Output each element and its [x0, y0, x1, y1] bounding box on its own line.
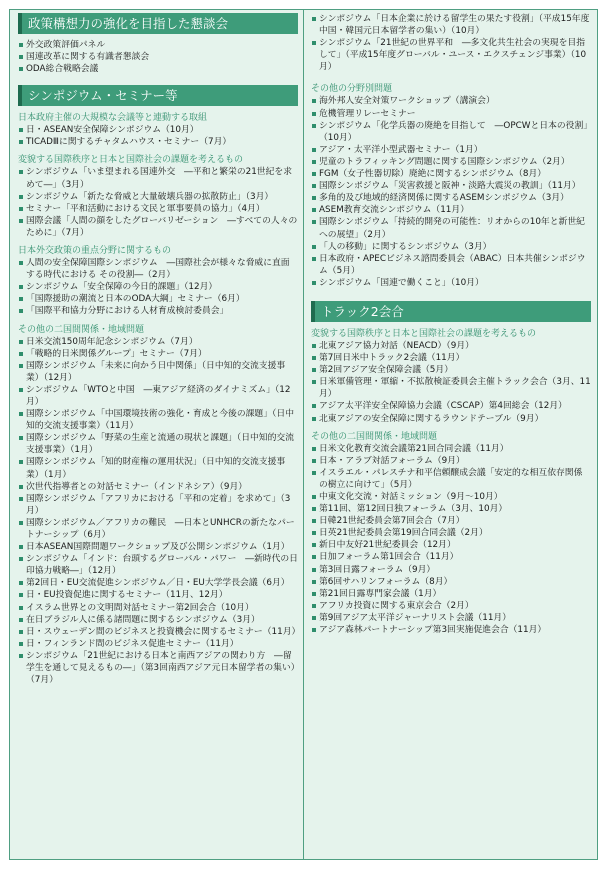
list-item: セミナー「平和活動における文民と軍事要員の協力」（4月）: [18, 203, 298, 215]
list-item: 第3回日露フォーラム（9月）: [311, 564, 591, 576]
list-item: 国際シンポジウム「中国環境技術の強化・育成と今後の課題」（日中知的交流支援事業）（11月）: [18, 408, 298, 432]
list-item: 日韓21世紀委員会第7回会合（7月）: [311, 515, 591, 527]
list-item: 国際シンポジウム「未来に向かう日中関係」（日中知的交流支援事業）（12月）: [18, 360, 298, 384]
section-header-symposium: シンポジウム・セミナー等: [18, 85, 298, 106]
subheading: その他の二国間関係・地域問題: [18, 324, 145, 335]
right-column: [311, 13, 591, 636]
list-item: 海外邦人安全対策ワークショップ（講演会）: [311, 95, 591, 107]
left-column: [18, 13, 301, 686]
list-item: シンポジウム「安全保障の今日的課題」（12月）: [18, 281, 298, 293]
list-item: 日・スウェーデン間のビジネスと投資機会に関するセミナー（11月）: [18, 626, 298, 638]
item-list: [311, 95, 591, 289]
list-item: TICADⅢに関するチャタムハウス・セミナー（7月）: [18, 136, 298, 148]
list-item: シンポジウム「インド：台頭するグローバル・パワー ―新時代の日印協力戦略―」（12月）: [18, 553, 298, 577]
list-item: FGM（女子性器切除）廃絶に関するシンポジウム（8月）: [311, 168, 591, 180]
list-item: 次世代指導者との対話セミナー（インドネシア）（9月）: [18, 481, 298, 493]
list-item: シンポジウム「WTOと中国 ―東アジア経済のダイナミズム」（12月）: [18, 384, 298, 408]
subheading: 変貌する国際秩序と日本と国際社会の課題を考えるもの: [18, 155, 244, 166]
list-item: 国連改革に関する有識者懇談会: [18, 51, 298, 63]
list-item: シンポジウム「日本企業に於ける留学生の果たす役割」（平成15年度中国・韓国元日本留学者の集い）（10月）: [311, 13, 591, 37]
list-item: 日米文化教育交流会議第21回合同会議（11月）: [311, 443, 591, 455]
list-item: 第9回アジア太平洋ジャーナリスト会議（11月）: [311, 612, 591, 624]
list-item: イスラエル・パレスチナ和平信頼醸成会議「安定的な相互依存関係の樹立に向けて」（5月）: [311, 467, 591, 491]
subheading: その他の分野別問題: [311, 84, 393, 95]
list-item: 「国際平和協力分野における人材育成検討委員会」: [18, 305, 298, 317]
list-item: 第11回、第12回日独フォーラム（3月、10月）: [311, 503, 591, 515]
list-item: 第7回日米中トラック2会議（11月）: [311, 352, 591, 364]
list-item: 第21回日露専門家会議（1月）: [311, 588, 591, 600]
item-list: [311, 13, 591, 73]
list-item: シンポジウム「国連で働くこと」（10月）: [311, 277, 591, 289]
policy-council-list: [18, 39, 298, 75]
item-list: [18, 166, 298, 239]
list-item: シンポジウム「21世紀の世界平和 ―多文化共生社会の実現を目指して」（平成15年度グローバル・ユース・エクスチェンジ事業）（10月）: [311, 37, 591, 73]
list-item: 新日中友好21世紀委員会（12月）: [311, 539, 591, 551]
list-item: 在日ブラジル人に係る諸問題に関するシンポジウム（3月）: [18, 614, 298, 626]
list-item: 外交政策評価パネル: [18, 39, 298, 51]
list-item: 日・フィンランド間のビジネス促進セミナー（11月）: [18, 638, 298, 650]
list-item: 「戦略的日米関係グループ」セミナー（7月）: [18, 348, 298, 360]
list-item: 人間の安全保障国際シンポジウム ―国際社会が様々な脅威に直面する時代における その役割―（2月）: [18, 257, 298, 281]
list-item: 日本政府・APECビジネス諮問委員会（ABAC）日本共催シンポジウム（5月）: [311, 253, 591, 277]
list-item: アジア森林パートナーシップ第3回実施促進会合（11月）: [311, 624, 591, 636]
list-item: 日・EU投資促進に関するセミナー（11月、12月）: [18, 589, 298, 601]
list-item: 危機管理リレーセミナー: [311, 108, 591, 120]
list-item: 日・ASEAN安全保障シンポジウム（10月）: [18, 124, 298, 136]
list-item: 「人の移動」に関するシンポジウム（3月）: [311, 241, 591, 253]
list-item: 北東アジアの安全保障に関するラウンドテーブル（9月）: [311, 413, 591, 425]
subheading: 日本政府主催の大規模な会議等と連動する取組: [18, 113, 208, 124]
item-list: [18, 257, 298, 317]
list-item: シンポジウム「化学兵器の廃絶を目指して ―OPCWと日本の役割」（10月）: [311, 120, 591, 144]
list-item: ODA総合戦略会議: [18, 63, 298, 75]
column-divider: [303, 9, 304, 860]
list-item: 国際シンポジウム「アフリカにおける「平和の定着」を求めて」（3月）: [18, 493, 298, 517]
list-item: 北東アジア協力対話（NEACD）（9月）: [311, 340, 591, 352]
list-item: 「国際援助の潮流と日本のODA大綱」セミナー（6月）: [18, 293, 298, 305]
subheading: 日本外交政策の重点分野に関するもの: [18, 246, 172, 257]
section-header-policy-council: 政策構想力の強化を目指した懇談会: [18, 13, 298, 34]
list-item: イスラム世界との文明間対話セミナー第2回会合（10月）: [18, 602, 298, 614]
list-item: 第6回サハリンフォーラム（8月）: [311, 576, 591, 588]
list-item: アジア・太平洋小型武器セミナー（1月）: [311, 144, 591, 156]
list-item: シンポジウム「いま望まれる国連外交 ―平和と繁栄の21世紀を求めて―」（3月）: [18, 166, 298, 190]
list-item: シンポジウム「21世紀における日本と南西アジアの関わり方 ―留学生を通して見えるもの―」（第3回南西アジア元日本留学者の集い）（7月）: [18, 650, 298, 686]
list-item: 日米交流150周年記念シンポジウム（7月）: [18, 336, 298, 348]
list-item: 国際シンポジウム「知的財産権の運用状況」（日中知的交流支援事業）（1月）: [18, 456, 298, 480]
list-item: 第2回アジア安全保障会議（5月）: [311, 364, 591, 376]
list-item: アジア太平洋安全保障協力会議（CSCAP）第4回総会（12月）: [311, 400, 591, 412]
item-list: [311, 443, 591, 637]
list-item: 国際シンポジウム／アフリカの難民 ―日本とUNHCRの新たなパートナーシップ（6月）: [18, 517, 298, 541]
list-item: 国際シンポジウム「災害救援と阪神・淡路大震災の教訓」（11月）: [311, 180, 591, 192]
list-item: 国際会議「人間の顔をしたグローバリゼーション ―すべての人々のために」（7月）: [18, 215, 298, 239]
item-list: [311, 340, 591, 425]
item-list: [18, 336, 301, 687]
list-item: 日米軍備管理・軍縮・不拡散検証委員会主催トラック会合（3月、11月）: [311, 376, 591, 400]
list-item: 日本・アラブ対話フォーラム（9月）: [311, 455, 591, 467]
list-item: 第2回日・EU交流促進シンポジウム／日・EU大学学長会議（6月）: [18, 577, 298, 589]
subheading: その他の二国間関係・地域問題: [311, 431, 438, 442]
subheading: 変貌する国際秩序と日本と国際社会の課題を考えるもの: [311, 328, 537, 339]
list-item: 国際シンポジウム「野菜の生産と流通の現状と課題」（日中知的交流支援事業）（1月）: [18, 432, 298, 456]
list-item: 児童のトラフィッキング問題に関する国際シンポジウム（2月）: [311, 156, 591, 168]
list-item: ASEM教育交流シンポジウム（11月）: [311, 204, 591, 216]
list-item: 中東文化交流・対話ミッション（9月～10月）: [311, 491, 591, 503]
list-item: 日本ASEAN国際問題ワークショップ及び公開シンポジウム（1月）: [18, 541, 298, 553]
list-item: 多角的及び地域的経済関係に関するASEMシンポジウム（3月）: [311, 192, 591, 204]
list-item: シンポジウム「新たな脅威と大量破壊兵器の拡散防止」（3月）: [18, 191, 298, 203]
item-list: [18, 124, 298, 148]
list-item: 日加フォーラム第1回会合（11月）: [311, 551, 591, 563]
list-item: 日英21世紀委員会第19回合同会議（2月）: [311, 527, 591, 539]
list-item: アフリカ投資に関する東京会合（2月）: [311, 600, 591, 612]
section-header-track2: トラック2会合: [311, 301, 591, 322]
list-item: 国際シンポジウム「持続的開発の可能性：リオからの10年と新世紀への展望」（2月）: [311, 216, 591, 240]
